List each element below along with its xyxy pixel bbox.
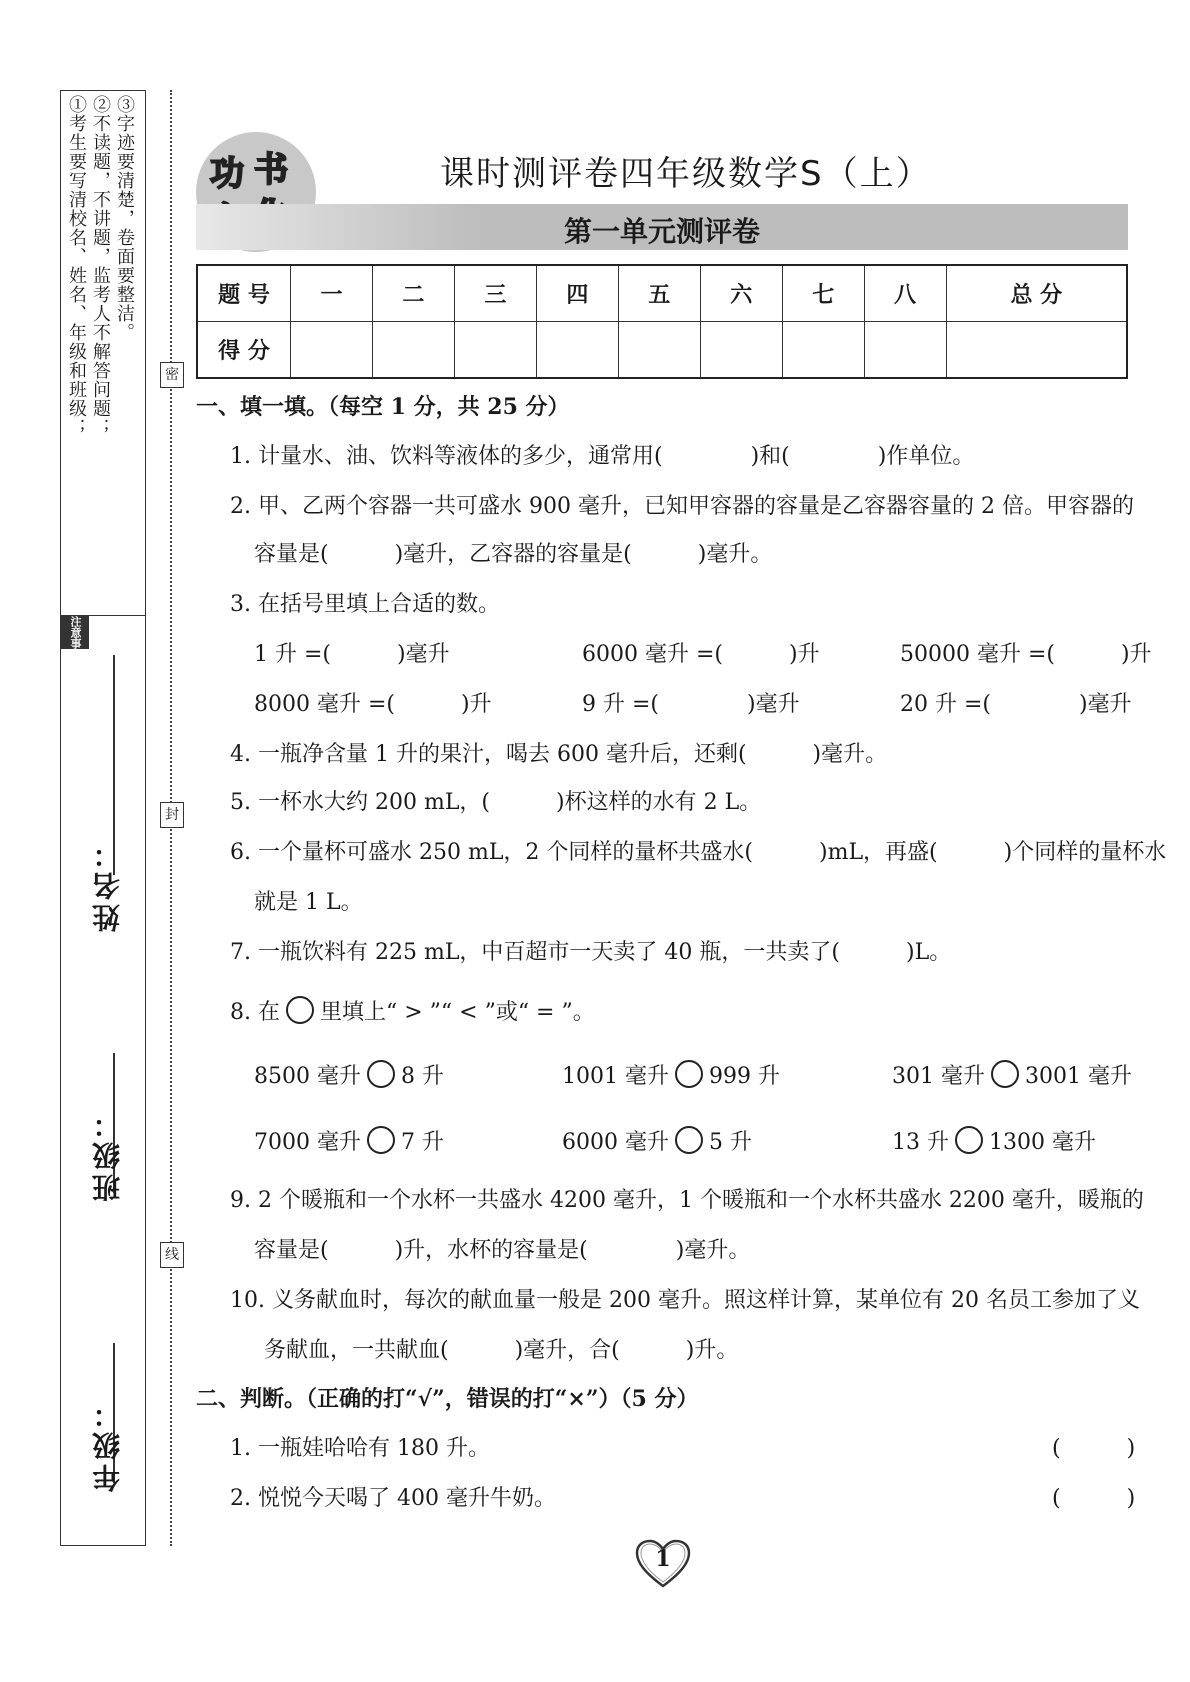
- question-1-1: 1. 计量水、油、饮料等液体的多少，通常用( )和( )作单位。: [230, 444, 975, 469]
- compare-item-5: [562, 1126, 752, 1158]
- question-1-3: 3. 在括号里填上合适的数。: [230, 592, 500, 617]
- compare-left: 1001 毫升: [562, 1064, 669, 1089]
- binding-margin: [41, 90, 146, 1546]
- answer-blank-2-1[interactable]: ( ): [1052, 1436, 1136, 1461]
- question-1-10-line2: 务献血，一共献血( )毫升，合( )升。: [264, 1338, 739, 1363]
- question-1-9-line1: 9. 2 个暖瓶和一个水杯一共盛水 4200 毫升，1 个暖瓶和一个水杯共盛水 2200 毫升，暖瓶的: [230, 1188, 1144, 1213]
- question-2-1: 1. 一瓶娃哈哈有 180 升。: [230, 1436, 490, 1461]
- question-2-2: 2. 悦悦今天喝了 400 毫升牛奶。: [230, 1486, 556, 1511]
- compare-right: 5 升: [708, 1130, 752, 1155]
- question-1-6-line1: 6. 一个量杯可盛水 250 mL，2 个同样的量杯共盛水( )mL，再盛( )个同样的量杯水: [230, 840, 1167, 865]
- score-cell-total[interactable]: [946, 322, 1127, 379]
- seal-mark-xian: 线: [160, 1242, 184, 1268]
- question-1-2-line1: 2. 甲、乙两个容器一共可盛水 900 毫升，已知甲容器的容量是乙容器容量的 2 倍。甲容器的: [230, 494, 1134, 519]
- q3-item-6: 20 升 =( )毫升: [900, 692, 1132, 717]
- score-cell-4[interactable]: [536, 322, 618, 379]
- score-table: [196, 264, 1128, 379]
- notice-1: ①考生要写清校名、姓名、年级和班级；: [66, 95, 87, 437]
- compare-circle-input[interactable]: [367, 1126, 395, 1154]
- score-cell-6[interactable]: [700, 322, 782, 379]
- compare-left: 13 升: [892, 1130, 949, 1155]
- notice-title: 注意事项: [61, 615, 89, 649]
- unit-banner: [196, 204, 1128, 250]
- q3-item-3: 50000 毫升 =( )升: [900, 642, 1152, 667]
- col-6: 六: [700, 265, 782, 322]
- compare-item-3: [892, 1060, 1132, 1092]
- score-cell-1[interactable]: [291, 322, 373, 379]
- score-table-score-row: [197, 322, 1127, 379]
- col-2: 二: [372, 265, 454, 322]
- compare-right: 7 升: [400, 1130, 444, 1155]
- page-number: 1: [655, 1546, 671, 1572]
- score-cell-7[interactable]: [782, 322, 864, 379]
- question-number-label: 题 号: [197, 265, 291, 322]
- col-3: 三: [454, 265, 536, 322]
- score-cell-2[interactable]: [372, 322, 454, 379]
- question-1-2-line2: 容量是( )毫升，乙容器的容量是( )毫升。: [254, 542, 773, 567]
- compare-item-6: [892, 1126, 1096, 1158]
- compare-circle-input[interactable]: [675, 1060, 703, 1088]
- unit-title: 第一单元测评卷: [563, 215, 760, 248]
- compare-left: 8500 毫升: [254, 1064, 361, 1089]
- question-1-4: 4. 一瓶净含量 1 升的果汁，喝去 600 毫升后，还剩( )毫升。: [230, 742, 888, 767]
- q3-item-1: 1 升 =( )毫升: [254, 642, 450, 667]
- question-1-9-line2: 容量是( )升，水杯的容量是( )毫升。: [254, 1238, 751, 1263]
- score-label: 得 分: [197, 322, 291, 379]
- seal-mark-feng: 封: [160, 802, 184, 828]
- book-title: 课时测评卷四年级数学S（上）: [440, 154, 932, 194]
- compare-left: 7000 毫升: [254, 1130, 361, 1155]
- section-1-title: 一、填一填。（每空 1 分，共 25 分）: [196, 394, 570, 420]
- compare-left: 301 毫升: [892, 1064, 985, 1089]
- compare-circle-input[interactable]: [955, 1126, 983, 1154]
- q8-prefix: 8. 在: [230, 1000, 280, 1025]
- logo-char-2: 书: [254, 150, 288, 190]
- compare-circle-input[interactable]: [367, 1060, 395, 1088]
- score-cell-5[interactable]: [618, 322, 700, 379]
- grade-label: 年级：: [91, 1396, 124, 1492]
- question-1-7: 7. 一瓶饮料有 225 mL，中百超市一天卖了 40 瓶，一共卖了( )L。: [230, 940, 952, 965]
- col-1: 一: [291, 265, 373, 322]
- notice-2: ②不读题，不讲题，监考人不解答问题；: [90, 95, 111, 437]
- compare-item-2: [562, 1060, 780, 1092]
- compare-circle-input[interactable]: [675, 1126, 703, 1154]
- answer-blank-2-2[interactable]: ( ): [1052, 1486, 1136, 1511]
- circle-icon: [286, 996, 314, 1024]
- col-5: 五: [618, 265, 700, 322]
- compare-right: 1300 毫升: [989, 1130, 1096, 1155]
- logo-char-1: 功: [210, 154, 244, 194]
- col-4: 四: [536, 265, 618, 322]
- score-cell-8[interactable]: [864, 322, 946, 379]
- q3-item-5: 9 升 =( )毫升: [582, 692, 800, 717]
- question-1-10-line1: 10. 义务献血时，每次的献血量一般是 200 毫升。照这样计算，某单位有 20 名员工参加了义: [230, 1288, 1140, 1313]
- seal-mark-mi: 密: [160, 362, 184, 388]
- notice-3: ③字迹要清楚，卷面要整洁。: [114, 95, 135, 342]
- q3-item-4: 8000 毫升 =( )升: [254, 692, 492, 717]
- score-table-header-row: [197, 265, 1127, 322]
- question-1-8: [230, 996, 595, 1028]
- col-7: 七: [782, 265, 864, 322]
- compare-right: 3001 毫升: [1025, 1064, 1132, 1089]
- question-1-6-line2: 就是 1 L。: [254, 890, 363, 915]
- q8-suffix: 里填上“ > ”“ < ”或“ = ”。: [319, 1000, 595, 1025]
- compare-circle-input[interactable]: [991, 1060, 1019, 1088]
- compare-right: 8 升: [400, 1064, 444, 1089]
- compare-left: 6000 毫升: [562, 1130, 669, 1155]
- col-total: 总 分: [946, 265, 1127, 322]
- class-label: 班级：: [91, 1106, 124, 1202]
- question-1-5: 5. 一杯水大约 200 mL，( )杯这样的水有 2 L。: [230, 790, 762, 815]
- section-2-title: 二、判断。（正确的打“√”，错误的打“×”）（5 分）: [196, 1386, 699, 1412]
- col-8: 八: [864, 265, 946, 322]
- q3-item-2: 6000 毫升 =( )升: [582, 642, 820, 667]
- compare-item-4: [254, 1126, 444, 1158]
- name-label: 姓名：: [91, 836, 124, 932]
- compare-right: 999 升: [708, 1064, 780, 1089]
- compare-item-1: [254, 1060, 444, 1092]
- score-cell-3[interactable]: [454, 322, 536, 379]
